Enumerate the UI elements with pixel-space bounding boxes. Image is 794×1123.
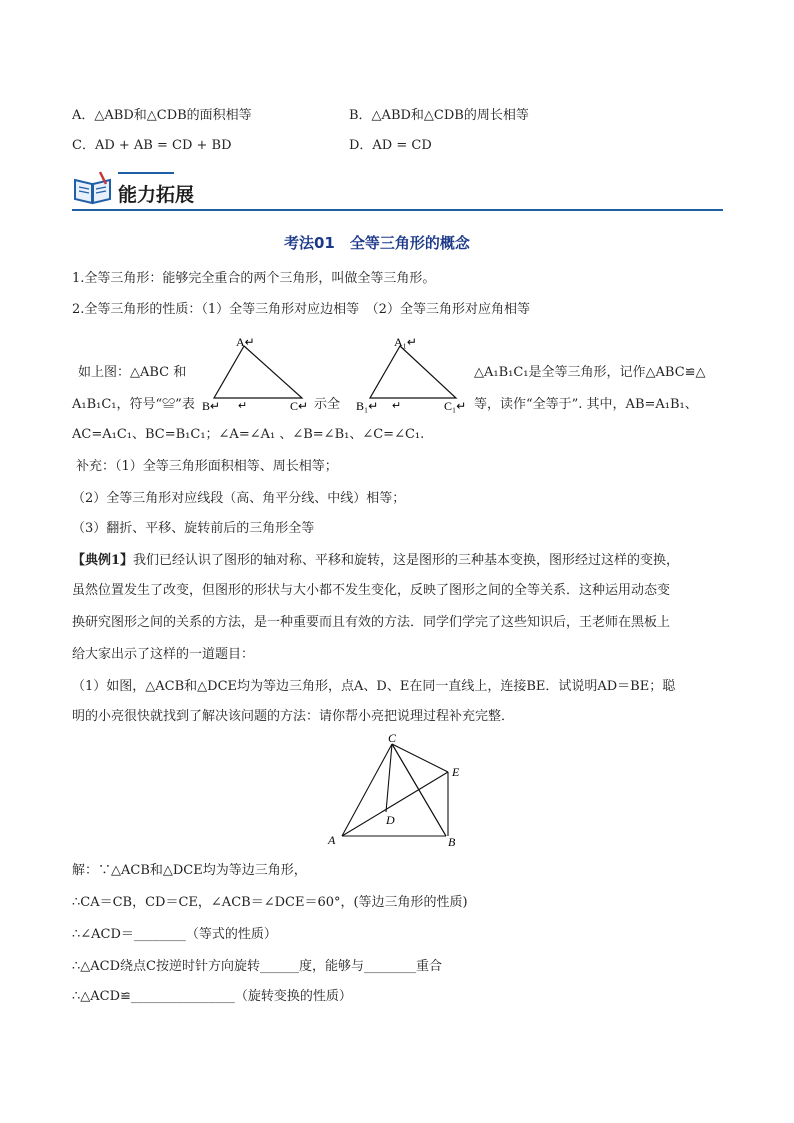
book-icon bbox=[72, 170, 114, 206]
option-d: D．AD = CD bbox=[349, 138, 432, 153]
paragraph-properties: 2.全等三角形的性质：（1）全等三角形对应边相等 （2）全等三角形对应角相等 bbox=[72, 302, 530, 317]
example-line-2: 虽然位置发生了改变，但图形的形状与大小都不发生变化，反映了图形之间的全等关系．这种运用动态变 bbox=[72, 583, 671, 598]
point-e-label: E bbox=[452, 765, 460, 779]
supplement-2: （2）全等三角形对应线段（高、角平分线、中线）相等； bbox=[72, 491, 406, 506]
example-text-1: 我们已经认识了图形的轴对称、平移和旋转，这是图形的三种基本变换，图形经过这样的变换， bbox=[133, 553, 680, 568]
option-a: A．△ABD和△CDB的面积相等 bbox=[72, 108, 252, 123]
vertex-b1-label: B₁↵ bbox=[356, 399, 379, 413]
point-d-label: D bbox=[386, 813, 395, 827]
point-b-label: B bbox=[448, 835, 456, 849]
equilateral-triangles-figure bbox=[322, 732, 472, 850]
question-line-2: 明的小亮很快就找到了解决该问题的方法：请你帮小亮把说理过程补充完整． bbox=[72, 709, 515, 724]
point-a-label: A bbox=[328, 833, 336, 847]
vertex-a-label: A↵ bbox=[236, 335, 255, 349]
vertex-b-label: B↵ bbox=[202, 399, 221, 413]
banner-title: 能力拓展 bbox=[118, 184, 195, 206]
text-correspondence: AC=A₁C₁、BC=B₁C₁；∠A=∠A₁ 、∠B=∠B₁、∠C=∠C₁. bbox=[72, 427, 425, 442]
text-symbol-left: A₁B₁C₁，符号“≌”表 bbox=[72, 397, 195, 412]
triangle-a1b1c1-figure bbox=[356, 334, 466, 414]
example-line-1 bbox=[72, 552, 679, 570]
example-line-3: 换研究图形之间的关系的方法，是一种重要而且有效的方法．同学们学完了这些知识后，王老师在黑板上 bbox=[72, 615, 671, 630]
solution-line-4: ∴△ACD绕点C按逆时针方向旋转______度，能够与________重合 bbox=[72, 959, 442, 974]
option-c: C．AD + AB = CD + BD bbox=[72, 138, 232, 153]
example-tag: 【典例1】 bbox=[72, 553, 134, 568]
option-b: B．△ABD和△CDB的周长相等 bbox=[349, 108, 529, 123]
text-figure-intro: 如上图：△ABC 和 bbox=[78, 365, 187, 380]
point-c-label: C bbox=[388, 732, 397, 745]
text-figure-mid: 示全 bbox=[314, 397, 341, 412]
text-symbol-right: 等，读作“全等于”. 其中，AB=A₁B₁、 bbox=[474, 397, 698, 412]
section-title: 考法01 全等三角形的概念 bbox=[284, 234, 470, 252]
triangle-abc-figure bbox=[196, 334, 316, 414]
supplement-3: （3）翻折、平移、旋转前后的三角形全等 bbox=[72, 521, 315, 536]
paragraph-definition: 1.全等三角形：能够完全重合的两个三角形，叫做全等三角形。 bbox=[72, 271, 436, 286]
text-figure-right: △A₁B₁C₁是全等三角形，记作△ABC≌△ bbox=[474, 365, 706, 380]
banner-underline bbox=[118, 172, 174, 174]
question-line-1: （1）如图，△ACB和△DCE均为等边三角形，点A、D、E在同一直线上，连接BE．试说明AD＝BE；聪 bbox=[72, 679, 676, 694]
vertex-a1-label: A₁↵ bbox=[394, 335, 417, 349]
vertex-c-label: C↵ bbox=[290, 399, 309, 413]
supplement-1: 补充：（1）全等三角形面积相等、周长相等； bbox=[76, 459, 338, 474]
example-line-4: 给大家出示了这样的一道题目： bbox=[72, 647, 255, 662]
solution-line-3: ∴∠ACD＝________（等式的性质） bbox=[72, 927, 277, 942]
section-divider bbox=[72, 209, 723, 211]
solution-line-2: ∴CA＝CB，CD＝CE，∠ACB＝∠DCE＝60°，(等边三角形的性质) bbox=[72, 895, 468, 910]
solution-line-5: ∴△ACD≌________________（旋转变换的性质） bbox=[72, 989, 352, 1004]
return-mark: ↵ bbox=[238, 400, 248, 412]
return-mark: ↵ bbox=[392, 400, 402, 412]
vertex-c1-label: C₁↵ bbox=[444, 399, 466, 413]
solution-line-1: 解：∵△ACB和△DCE均为等边三角形， bbox=[72, 863, 307, 878]
